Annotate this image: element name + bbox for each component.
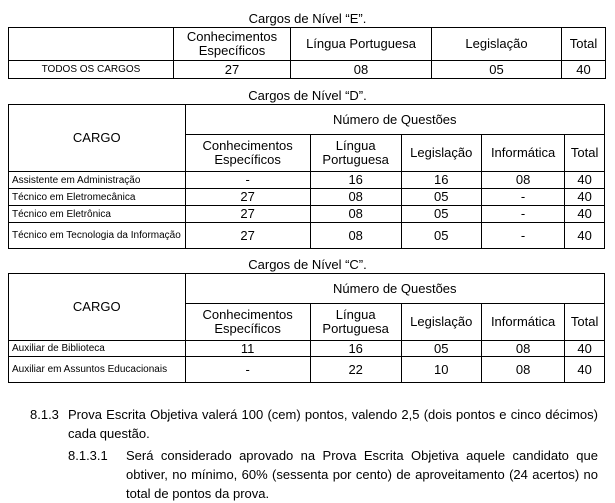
value-cell: 16: [310, 341, 401, 357]
header-cell: Informática: [481, 135, 564, 172]
table-header-row: [9, 28, 606, 61]
table-row: [9, 357, 605, 383]
value-cell: 10: [401, 357, 481, 383]
nivel-c-table: [8, 273, 605, 383]
cargo-cell: Auxiliar de Biblioteca: [9, 341, 186, 357]
value-cell: 27: [185, 206, 310, 223]
cargo-cell: Assistente em Administração: [9, 172, 186, 189]
group-header: Número de Questões: [185, 274, 604, 304]
value-cell: 08: [310, 206, 401, 223]
value-cell: 08: [310, 223, 401, 249]
table-row: [9, 172, 605, 189]
item-number: 8.1.3.1: [68, 448, 108, 463]
table-header-row: [9, 105, 605, 135]
header-cell: Total: [562, 28, 606, 61]
value-cell: 08: [481, 357, 564, 383]
value-cell: -: [185, 172, 310, 189]
item-text: Será considerado aprovado na Prova Escrita Objetiva aquele candidato que obtiver, no mínimo, 60% (sessenta por cento) de aproveitamento (24 acertos) no total de pontos da prova.: [126, 448, 598, 501]
value-cell: 16: [310, 172, 401, 189]
nivel-d-table: [8, 104, 605, 249]
nivel-e-table: [8, 27, 606, 79]
value-cell: 22: [310, 357, 401, 383]
header-cell: Total: [565, 135, 605, 172]
header-cell: Legislação: [401, 304, 481, 341]
value-cell: 05: [432, 61, 562, 79]
value-cell: 08: [481, 172, 564, 189]
value-cell: 08: [291, 61, 432, 79]
value-cell: -: [481, 206, 564, 223]
value-cell: 05: [401, 341, 481, 357]
value-cell: -: [185, 357, 310, 383]
table-row: [9, 341, 605, 357]
value-cell: -: [481, 189, 564, 206]
value-cell: 05: [401, 189, 481, 206]
nivel-c-title: Cargos de Nível “C”.: [248, 257, 367, 272]
value-cell: 40: [565, 223, 605, 249]
value-cell: 40: [565, 172, 605, 189]
table-row: [9, 189, 605, 206]
value-cell: -: [481, 223, 564, 249]
group-header: Número de Questões: [185, 105, 604, 135]
header-cell: Informática: [481, 304, 564, 341]
header-cell: Legislação: [432, 28, 562, 61]
cargo-cell: Técnico em Eletromecânica: [9, 189, 186, 206]
header-cell: Legislação: [401, 135, 481, 172]
header-cell: Total: [565, 304, 605, 341]
value-cell: 11: [185, 341, 310, 357]
item-text: Prova Escrita Objetiva valerá 100 (cem) pontos, valendo 2,5 (dois pontos e cinco décimos) cada questão.: [68, 407, 598, 441]
cargo-header: CARGO: [9, 274, 186, 341]
value-cell: 27: [185, 223, 310, 249]
header-cell: Conhecimentos Específicos: [174, 28, 291, 61]
cargo-header: CARGO: [9, 105, 186, 172]
header-cell: Conhecimentos Específicos: [185, 304, 310, 341]
header-cell: [9, 28, 174, 61]
item-number: 8.1.3: [30, 407, 59, 422]
value-cell: 16: [401, 172, 481, 189]
cargo-cell: Técnico em Tecnologia da Informação: [9, 223, 186, 249]
value-cell: 27: [185, 189, 310, 206]
value-cell: 40: [565, 206, 605, 223]
value-cell: 05: [401, 206, 481, 223]
header-cell: Língua Portuguesa: [310, 135, 401, 172]
table-header-row: [9, 274, 605, 304]
header-cell: Língua Portuguesa: [291, 28, 432, 61]
value-cell: 40: [565, 341, 605, 357]
header-cell: Língua Portuguesa: [310, 304, 401, 341]
value-cell: 40: [565, 189, 605, 206]
header-cell: Conhecimentos Específicos: [185, 135, 310, 172]
table-row: [9, 223, 605, 249]
value-cell: 08: [481, 341, 564, 357]
value-cell: 27: [174, 61, 291, 79]
cargo-cell: Técnico em Eletrônica: [9, 206, 186, 223]
value-cell: 40: [562, 61, 606, 79]
cargo-cell: Auxiliar em Assuntos Educacionais: [9, 357, 186, 383]
cargo-cell: TODOS OS CARGOS: [9, 61, 174, 79]
nivel-d-title: Cargos de Nível “D”.: [248, 88, 367, 103]
value-cell: 05: [401, 223, 481, 249]
nivel-e-title: Cargos de Nível “E”.: [248, 11, 367, 26]
value-cell: 08: [310, 189, 401, 206]
table-row: [9, 61, 606, 79]
value-cell: 40: [565, 357, 605, 383]
table-row: [9, 206, 605, 223]
